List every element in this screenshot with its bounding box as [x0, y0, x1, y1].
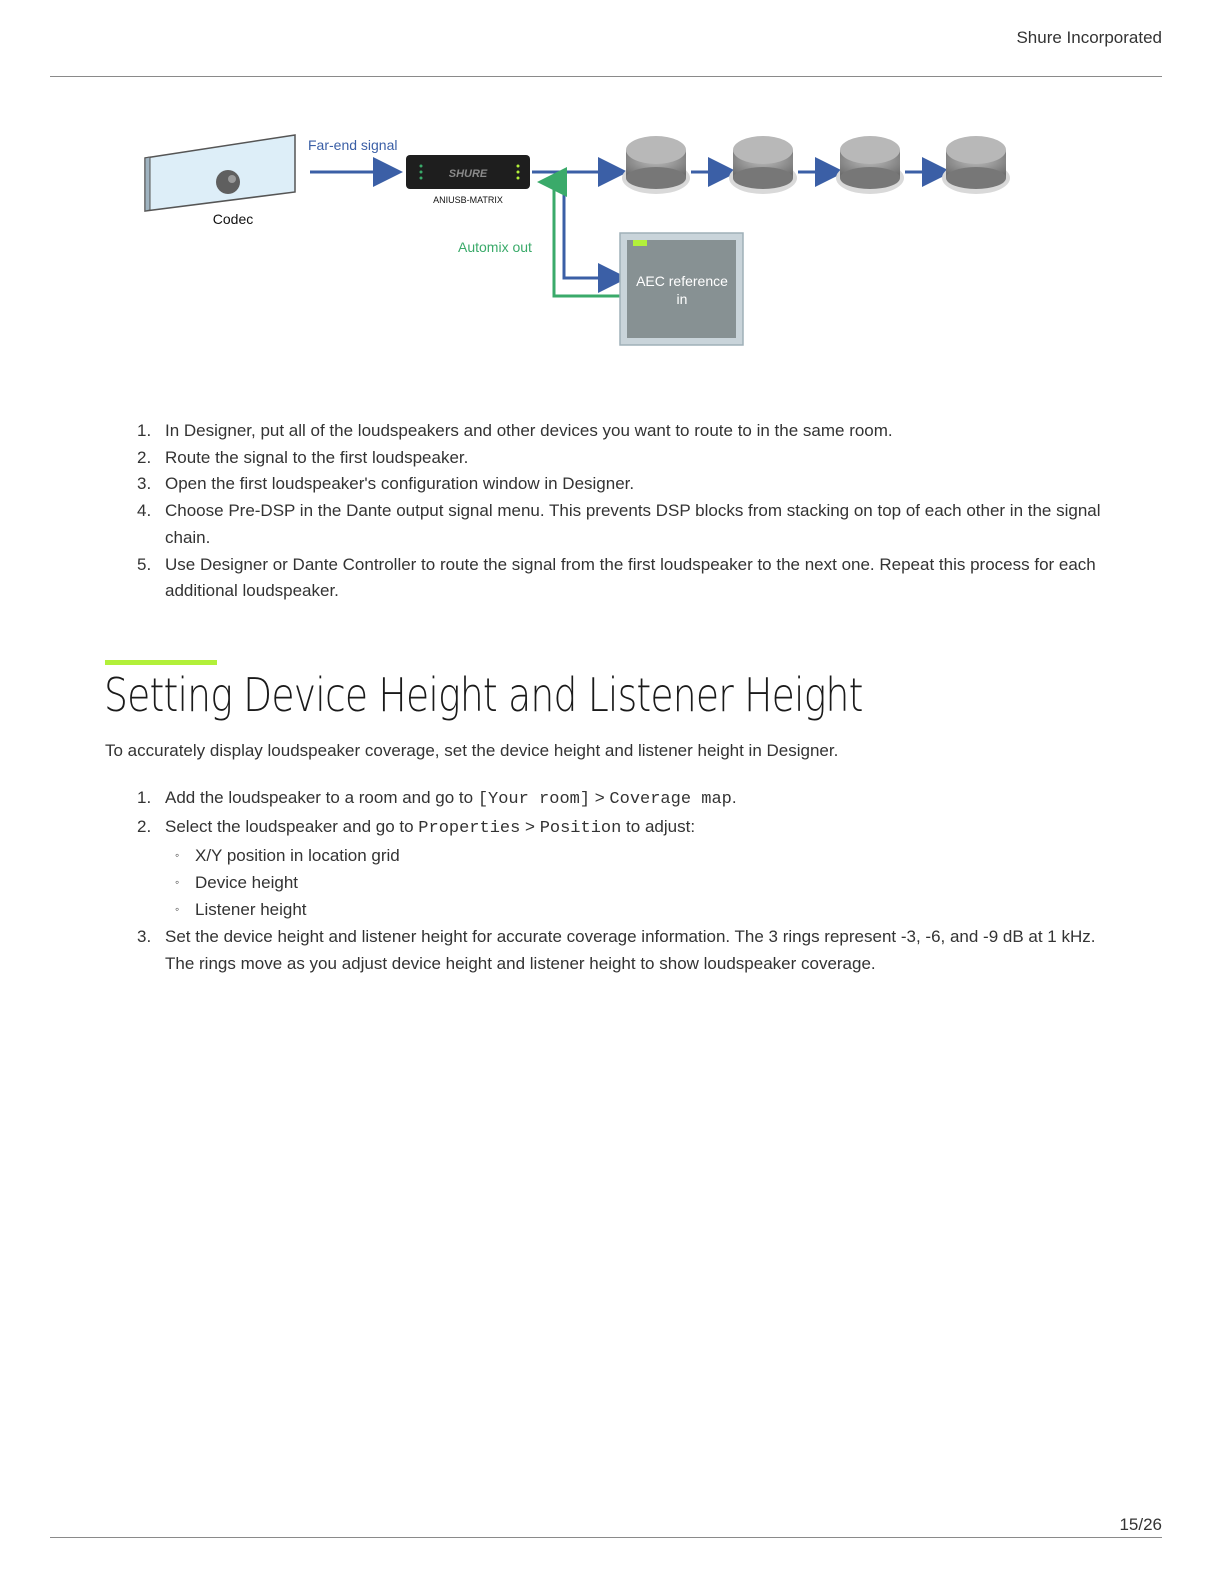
sub-item-text: Device height: [195, 873, 299, 892]
sub-bullet-icon: ◦: [175, 902, 180, 916]
code-properties: Properties: [418, 819, 521, 838]
aec-label-line2: in: [676, 291, 688, 307]
list-number: 2.: [137, 447, 152, 467]
codec-label: Codec: [212, 211, 254, 227]
signal-routing-diagram: [140, 120, 1020, 350]
routing-steps-list: [137, 418, 1115, 605]
sub-list-item: [165, 896, 1115, 923]
sub-item-text: X/Y position in location grid: [195, 846, 400, 865]
code-coverage-map: Coverage map: [609, 790, 732, 809]
list-text-suffix: to adjust:: [621, 817, 696, 836]
far-end-signal-label: Far-end signal: [308, 137, 398, 153]
loudspeaker-4: [942, 136, 1010, 194]
path-separator: >: [590, 788, 610, 807]
aniusb-matrix-device: [406, 155, 530, 189]
sub-item-text: Listener height: [195, 900, 307, 919]
sub-bullet-icon: ◦: [175, 875, 180, 889]
header-company: Shure Incorporated: [1016, 28, 1162, 47]
page-number: 15/26: [1119, 1515, 1162, 1534]
section-accent-bar: [105, 660, 217, 665]
automix-out-label: Automix out: [458, 239, 532, 255]
codec-panel: [145, 135, 295, 211]
list-item: [137, 471, 1115, 498]
list-item: [137, 813, 1115, 842]
list-number: 2.: [137, 817, 152, 836]
list-text: Open the first loudspeaker's configuration window in Designer.: [165, 474, 635, 494]
list-text: Set the device height and listener height for accurate coverage information. The 3 rings represent -3, -6, and -9 dB at 1 kHz. The rings move as you adjust device height and listener height to show loudspeaker coverage.: [165, 927, 1096, 973]
sub-bullet-icon: ◦: [175, 848, 180, 862]
list-item: [137, 498, 1115, 551]
list-item: [137, 923, 1115, 977]
list-text: Choose Pre-DSP in the Dante output signal menu. This prevents DSP blocks from stacking on top of each other in the signal chain.: [165, 501, 1101, 547]
list-text: Use Designer or Dante Controller to route the signal from the first loudspeaker to the next one. Repeat this process for each additional loudspeaker.: [165, 554, 1096, 601]
list-text: Select the loudspeaker and go to: [165, 817, 419, 836]
sub-list-item: [165, 869, 1115, 896]
code-your-room: [Your room]: [477, 790, 591, 809]
aec-label-line1: AEC reference: [636, 273, 728, 289]
loudspeaker-2: [729, 136, 797, 194]
section-title: Setting Device Height and Listener Height: [104, 668, 863, 722]
loudspeaker-1: [622, 136, 690, 194]
shure-logo: SHURE: [448, 168, 488, 180]
height-steps-list: [137, 784, 1115, 977]
list-item: [137, 784, 1115, 813]
list-number: 5.: [137, 554, 152, 574]
list-item: [137, 445, 1115, 472]
loudspeaker-3: [836, 136, 904, 194]
header-divider: [50, 76, 1162, 77]
list-number: 4.: [137, 501, 152, 521]
list-number: 1.: [137, 788, 152, 807]
section-intro: To accurately display loudspeaker coverage, set the device height and listener height in Designer.: [105, 741, 839, 760]
list-text: In Designer, put all of the loudspeakers and other devices you want to route to in the same room.: [165, 421, 893, 440]
device-label: ANIUSB-MATRIX: [433, 195, 503, 205]
list-text: Route the signal to the first loudspeaker.: [165, 447, 469, 467]
list-number: 1.: [137, 421, 152, 440]
footer-divider: [50, 1537, 1162, 1538]
list-item: [137, 552, 1115, 605]
list-text-suffix: .: [731, 788, 737, 807]
list-item: [137, 418, 1115, 445]
codec-camera-icon: [216, 170, 240, 194]
list-number: 3.: [137, 927, 152, 946]
aec-reference-box: [620, 233, 743, 345]
list-number: 3.: [137, 474, 152, 494]
code-position: Position: [539, 819, 622, 838]
path-separator: >: [520, 817, 540, 836]
list-text: Add the loudspeaker to a room and go to: [165, 788, 478, 807]
sub-list-item: [165, 842, 1115, 869]
